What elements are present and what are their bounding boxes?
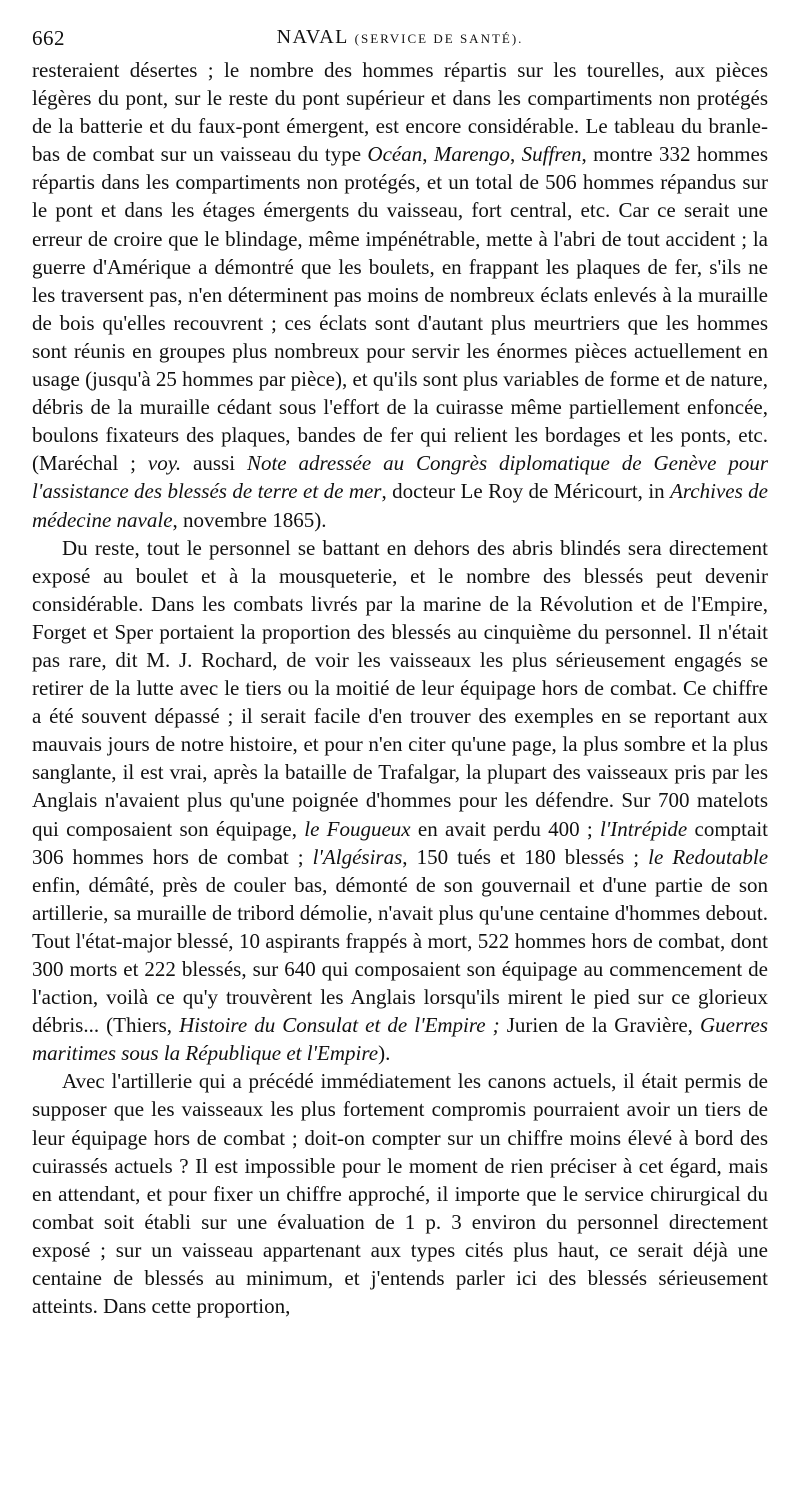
text-run: resteraient désertes ; le nombre des hommes répartis sur les tourelles, aux pièces légères du pont, sur le reste du pont supérieur et dans les compartiments non protégés de la batterie et du faux-pont émergent, est encore considérable. Le tableau du branle-bas de combat sur un vaisseau du type [32, 58, 768, 167]
text-run: aussi [181, 451, 247, 476]
text-run: comptait 306 hommes hors de combat ; [32, 816, 769, 869]
italic-text: voy. [147, 451, 182, 476]
italic-text: Suffren [521, 142, 582, 167]
italic-text: Archives de médecine navale [32, 479, 768, 532]
italic-text: le Fougueux [304, 816, 411, 841]
text-run: , [510, 142, 522, 167]
running-title-main: NAVAL [276, 26, 349, 48]
text-run: , docteur Le Roy de Méricourt, in [381, 479, 671, 504]
running-title-sub: (SERVICE DE SANTÉ). [354, 31, 524, 46]
paragraph [32, 534, 768, 1068]
text-run: , montre 332 hommes répartis dans les compartiments non protégés, et un total de 506 hommes répandus sur le pont et dans les étages émergents du vaisseau, fort central, etc. Car ce serait une erreur de croire que le blindage, même impénétrable, mette à l'abri de tout accident ; la guerre d'Amérique a démontré que les boulets, en frappant les plaques de fer, s'ils ne les traversent pas, n'en déterminent pas moins de nombreux éclats enlevés à la muraille de bois qu'elles recouvrent ; ces éclats sont d'autant plus meurtriers que les hommes sont réunis en groupes plus nombreux pour servir les énormes pièces actuellement en usage (jusqu'à 25 hommes par pièce), et qu'ils sont plus variables de forme et de nature, débris de la muraille cédant sous l'effort de la cuirasse même partiellement enfoncée, boulons fixateurs des plaques, bandes de fer qui relient les bordages et les ponts, etc. (Maréchal ; [32, 142, 768, 476]
running-header [32, 22, 768, 56]
italic-text: Histoire du Consulat et de l'Empire ; [179, 1013, 500, 1038]
text-run: , [422, 142, 434, 167]
italic-text: Marengo [433, 142, 511, 167]
text-run: Jurien de la Gravière, [499, 1013, 700, 1038]
text-run: en avait perdu 400 ; [410, 816, 600, 841]
page [32, 22, 768, 1320]
italic-text: l'Algésiras [312, 844, 403, 869]
paragraph [32, 56, 768, 534]
italic-text: Guerres maritimes sous la République et l'Empire [32, 1013, 768, 1066]
text-run: ). [378, 1041, 391, 1066]
text-run: Du reste, tout le personnel se battant en dehors des abris blindés sera directement exposé au boulet et à la mousqueterie, et le nombre des blessés peut devenir considérable. Dans les combats livrés par la marine de la Révolution et de l'Empire, Forget et Sper portaient la proportion des blessés au cinquième du personnel. Il n'était pas rare, dit M. J. Rochard, de voir les vaisseaux les plus sérieusement engagés se retirer de la lutte avec le tiers ou la moitié de leur équipage hors de combat. Ce chiffre a été souvent dépassé ; il serait facile d'en trouver des exemples en se reportant aux mauvais jours de notre histoire, et pour n'en citer qu'une page, la plus sombre et la plus sanglante, il est vrai, après la bataille de Trafalgar, la plupart des vaisseaux pris par les Anglais n'avaient plus qu'une poignée d'hommes pour les défendre. Sur 700 matelots qui composaient son équipage, [32, 535, 768, 841]
text-run: Avec l'artillerie qui a précédé immédiatement les canons actuels, il était permis de supposer que les vaisseaux les plus fortement compromis pourraient avoir un tiers de leur équipage hors de combat ; doit-on compter sur un chiffre moins élevé à bord des cuirassés actuels ? Il est impossible pour le moment de rien préciser à cet égard, mais en attendant, et pour fixer un chiffre approché, il importe que le service chirurgical du combat soit établi sur une évaluation de 1 p. 3 environ du personnel directement exposé ; sur un vaisseau appartenant aux types cités plus haut, ce serait déjà une centaine de blessés au minimum, et j'entends parler ici des blessés sérieusement atteints. Dans cette proportion, [32, 1069, 768, 1319]
italic-text: Océan [367, 142, 423, 167]
text-run: , novembre 1865). [172, 507, 327, 532]
italic-text: Note adressée au Congrès diplomatique de Genève pour l'assistance des blessés de terre et de mer [32, 451, 768, 504]
italic-text: l'Intrépide [599, 816, 688, 841]
italic-text: le Redoutable [648, 844, 769, 869]
text-run: , 150 tués et 180 blessés ; [402, 844, 649, 869]
text-run: enfin, démâté, près de couler bas, démonté de son gouvernail et d'une partie de son artillerie, sa muraille de tribord démolie, n'avait plus qu'une centaine d'hommes debout. Tout l'état-major blessé, 10 aspirants frappés à mort, 522 hommes hors de combat, dont 300 morts et 222 blessés, sur 640 qui composaient son équipage au commencement de l'action, voilà ce qu'y trouvèrent les Anglais lorsqu'ils mirent le pied sur ce glorieux débris... (Thiers, [32, 872, 768, 1038]
running-title [32, 26, 768, 49]
paragraph [32, 1067, 768, 1320]
page-number: 662 [32, 26, 65, 50]
body-text [32, 56, 768, 1320]
